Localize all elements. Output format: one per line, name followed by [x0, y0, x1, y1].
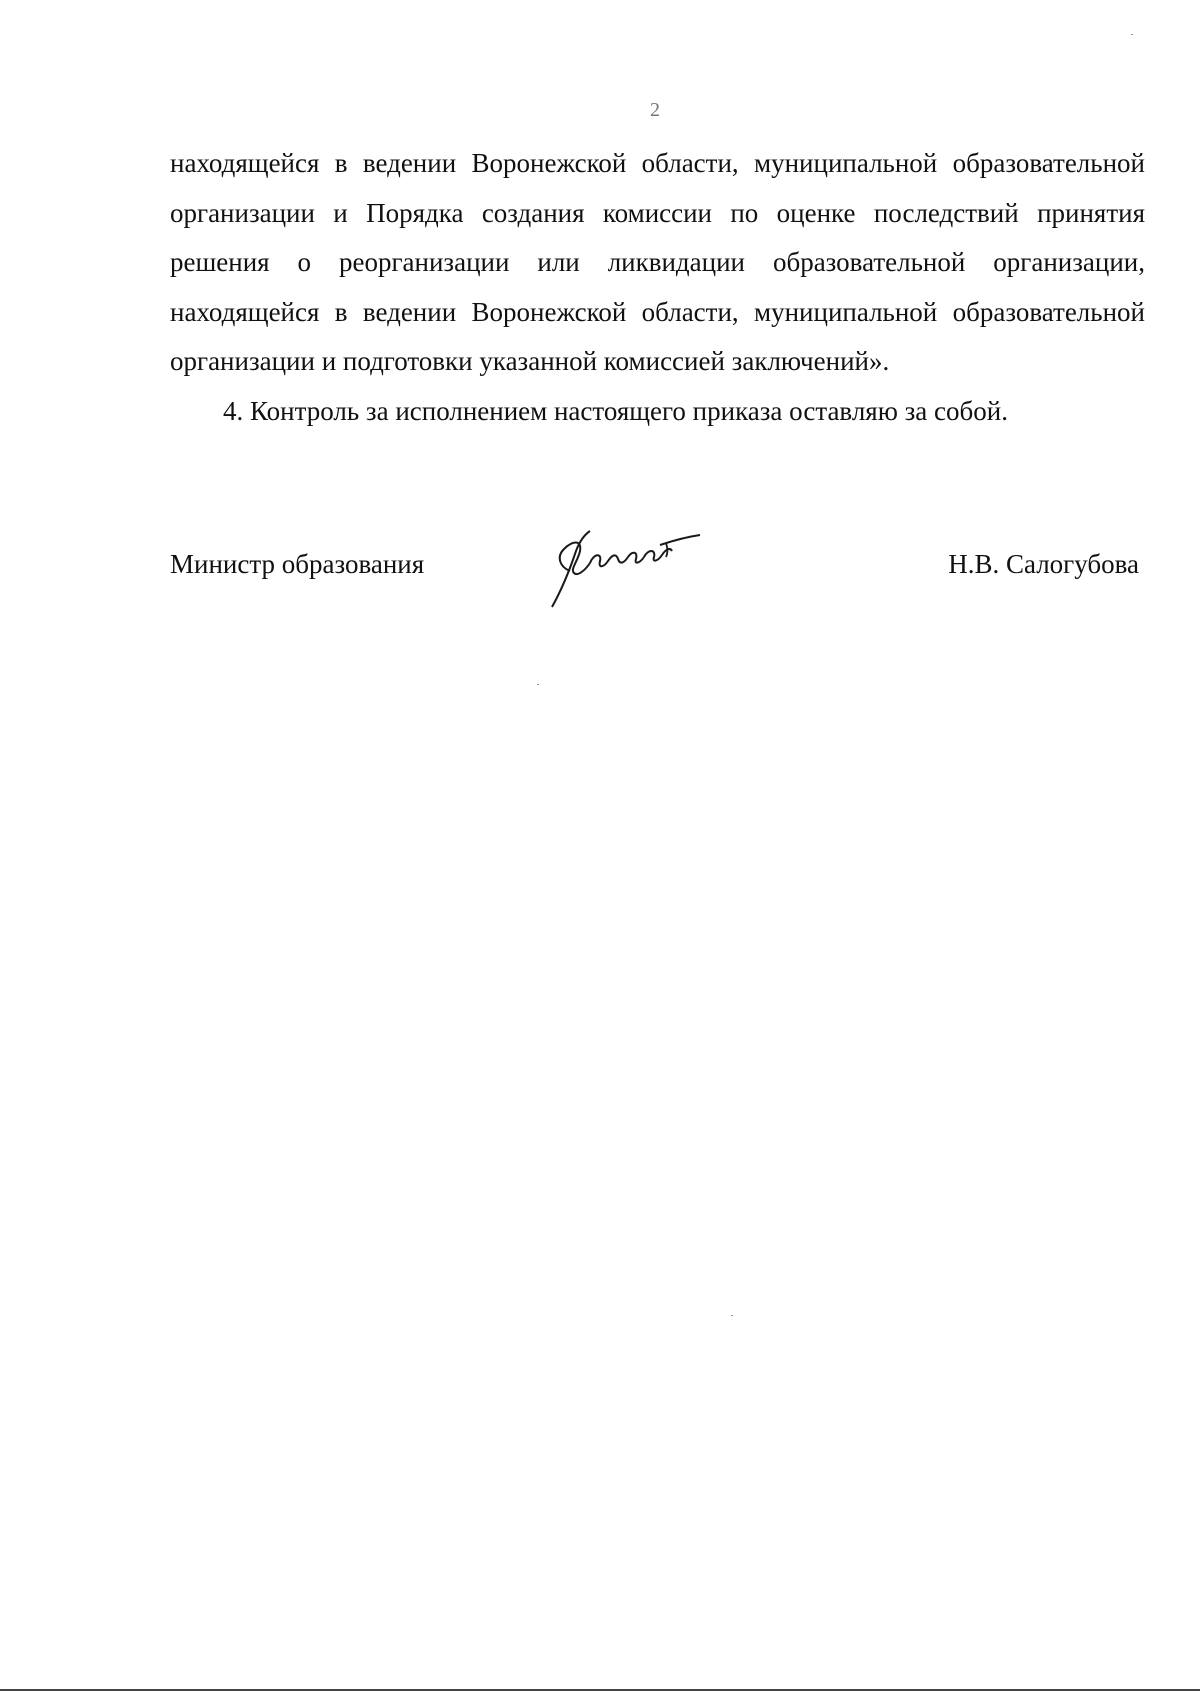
paragraph-item-4: 4. Контроль за исполнением настоящего приказа оставляю за собой. — [223, 395, 1008, 426]
scan-speck — [1131, 34, 1133, 35]
signature-block — [170, 545, 1145, 615]
document-body — [170, 139, 1145, 436]
scan-speck — [731, 1315, 733, 1316]
scan-speck — [537, 684, 539, 685]
signatory-name: Н.В. Салогубова — [948, 549, 1139, 579]
paragraph-continuation: находящейся в ведении Воронежской области, муниципальной образовательной организации и Порядка создания комиссии по оценке последствий принятия решения о реорганизации или ликвидации образовательной организации, находящейся в ведении Воронежской области, муниципальной образовательной организации и подготовки указанной комиссией заключений». — [170, 148, 1145, 376]
bottom-scan-rule — [0, 1689, 1200, 1691]
handwritten-signature — [540, 523, 710, 613]
page-number: 2 — [650, 99, 660, 121]
signatory-title: Министр образования — [170, 549, 425, 579]
